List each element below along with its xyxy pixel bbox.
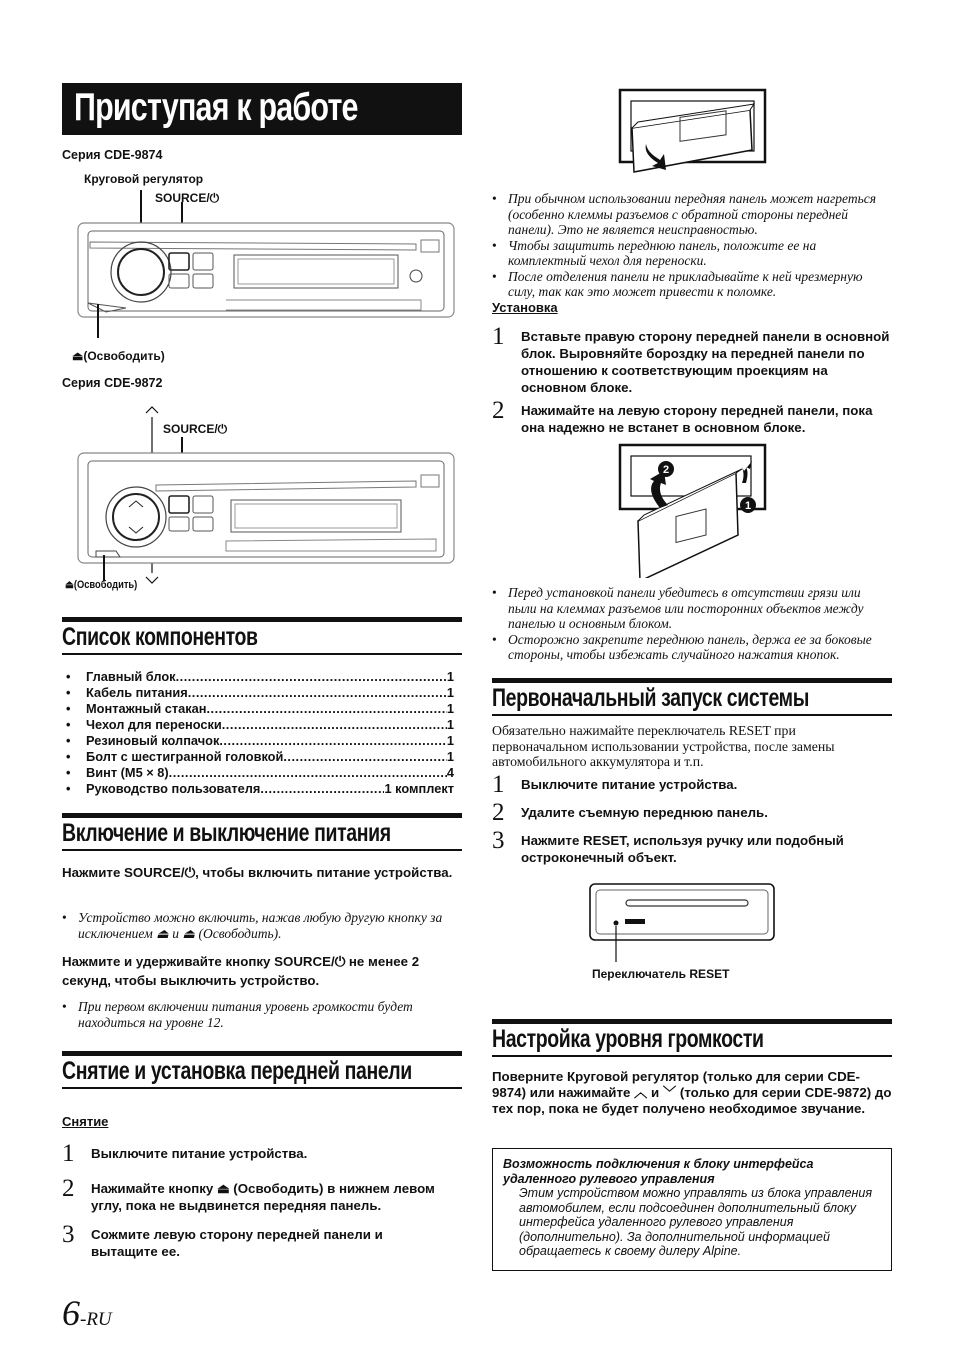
power-on-instruction: Нажмите SOURCE/⏻, чтобы включить питание устройства. [62,865,453,880]
note-item: • Осторожно закрепите переднюю панель, держа ее за боковые стороны, чтобы избежать случайного нажатия кнопок. [492,632,892,663]
note-item: • После отделения панели не прикладывайте к ней чрезмерную силу, так как это может привести к поломке. [492,269,892,300]
page-title: Приступая к работе [62,83,462,135]
subheading-install: Установка [492,300,558,315]
step-item: 1 Вставьте правую сторону передней панели в основной блок. Выровняйте бороздку на передней панели по отношению к соответствующим проекциям на основном блоке. [492,323,890,395]
list-item: • Главный блок ..... 1 [62,669,454,685]
step-item: 3 Сожмите левую сторону передней панели и вытащите ее. [62,1221,383,1259]
list-item: • Винт (M5 × 8) ..... 4 [62,765,454,781]
callout-source-9874: SOURCE/⏻ [155,191,220,205]
section-heading-initial: Первоначальный запуск системы [492,678,892,716]
page-number: 6-RU [62,1293,112,1333]
head-unit-diagram-9872 [76,405,456,590]
step-item: 1 Выключите питание устройства. [62,1140,308,1167]
install-steps [492,323,892,436]
up-arrow-icon [146,407,158,413]
note-item: • При обычном использовании передняя панель может нагреться (особенно клеммы разъемов с обратной стороны передней панели). Это не является неисправностью. [492,191,892,238]
reset-diagram [588,882,778,962]
panel-removal-diagram [618,88,768,178]
removal-notes [492,191,892,300]
list-item: • Руководство пользователя ..... 1 комплект [62,781,454,797]
callout-release-9874: ⏏(Освободить) [72,349,165,363]
list-item: • Чехол для переноски ..... 1 [62,717,454,733]
initial-steps [492,771,892,866]
power-off-instruction: Нажмите и удерживайте кнопку SOURCE/⏻ не менее 2 секунд, чтобы выключить устройство. [62,954,420,988]
list-item: • Монтажный стакан ..... 1 [62,701,454,717]
components-list [62,669,454,797]
step-item: 1 Выключите питание устройства. [492,771,738,798]
install-notes [492,585,892,663]
step-item: 2 Нажимайте кнопку ⏏ (Освободить) в нижнем левом углу, пока не выдвинется передняя панель. [62,1175,435,1213]
reset-button-dot [614,921,619,926]
info-box-body: Этим устройством можно управлять из блока управления автомобилем, если подсоединен дополнительный блоку интерфейса удаленного рулевого управления (дополнительно). За дополнительной информацией обращаетесь к своему дилеру Alpine. [519,1186,873,1258]
note-item: • Чтобы защитить переднюю панель, положите ее на комплектный чехол для переноски. [492,238,892,269]
step-item: 2 Удалите съемную переднюю панель. [492,799,768,826]
initial-intro: Обязательно нажимайте переключатель RESET при первоначальном использовании устройства, после замены автомобильного аккумулятора и т.п. [492,723,835,769]
head-unit-diagram-9874 [76,190,456,340]
section-heading-power: Включение и выключение питания [62,813,462,851]
list-item: • Резиновый колпачок ..... 1 [62,733,454,749]
svg-text:2: 2 [662,464,670,476]
power-note-1: • Устройство можно включить, нажав любую другую кнопку за исключением ⏏ и ⏏ (Освободить). [62,910,462,941]
svg-text:1: 1 [744,500,752,512]
down-arrow-icon [146,577,158,583]
list-item: • Кабель питания ..... 1 [62,685,454,701]
eject-icon: ⏏ [65,579,74,591]
panel-install-diagram [618,443,768,578]
section-heading-components: Список компонентов [62,617,462,655]
callout-reset: Переключатель RESET [592,967,730,981]
note-item: • Перед установкой панели убедитесь в отсутствии грязи или пыли на клеммах разъемов или посторонних объектов между панелью и основным блоком. [492,585,892,632]
series-label-9874: Серия CDE-9874 [62,148,163,162]
volume-instruction: Поверните Круговой регулятор (только для серии CDE-9874) или нажимайте ︿ и ﹀ (только для серии CDE-9872) до тех пор, пока не будет получено необходимое звучание. [492,1069,892,1116]
step-item: 2 Нажимайте на левую сторону передней панели, пока она надежно не встанет в основном блоке. [492,397,873,435]
list-item: • Болт с шестигранной головкой ..... 1 [62,749,454,765]
section-heading-volume: Настройка уровня громкости [492,1019,892,1057]
steering-remote-info-box [492,1148,892,1271]
removal-steps [62,1140,462,1260]
callout-source-9872: SOURCE/⏻ [163,422,228,436]
power-note-2: • При первом включении питания уровень громкости будет находиться на уровне 12. [62,999,462,1030]
series-label-9872: Серия CDE-9872 [62,376,163,390]
callout-release-9872: ⏏(Освободить) [65,579,138,591]
step-item: 3 Нажмите RESET, используя ручку или подобный остроконечный объект. [492,827,844,865]
callout-knob: Круговой регулятор [84,172,204,186]
section-heading-panel: Снятие и установка передней панели [62,1051,462,1089]
info-box-title: Возможность подключения к блоку интерфейса удаленного рулевого управления [503,1157,814,1186]
subheading-removal: Снятие [62,1114,109,1129]
eject-icon: ⏏ [72,349,84,363]
